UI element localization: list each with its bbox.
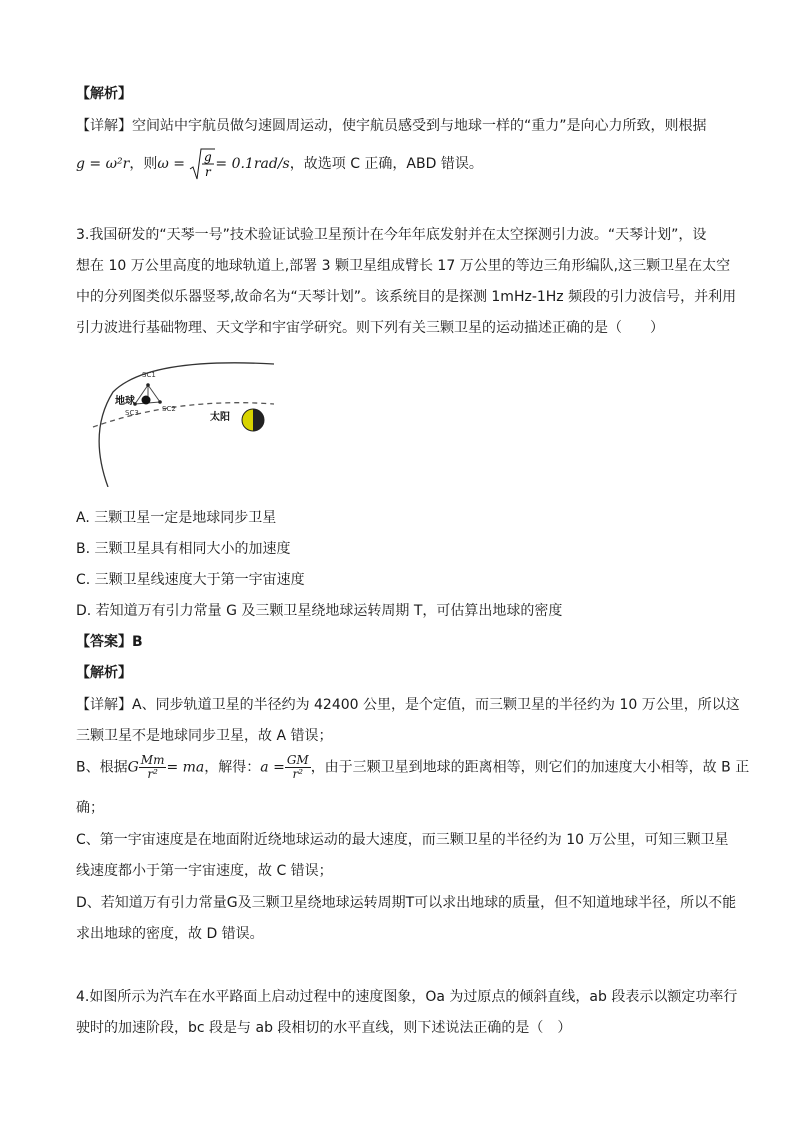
sqrt-fraction	[189, 147, 215, 181]
sun-shadow	[253, 409, 264, 431]
detail-c-line2: 线速度都小于第一宇宙速度，故 C 错误；	[76, 863, 333, 879]
frac2-num: GM	[286, 753, 309, 767]
detail-b-prefix: B、根据	[76, 759, 128, 776]
detail-b-solve: ，解得：	[204, 759, 261, 776]
option-c: C. 三颗卫星线速度大于第一宇宙速度	[76, 572, 305, 588]
then-text: ，则	[129, 156, 158, 172]
q3-line4: 引力波进行基础物理、天文学和宇宙学研究。则下列有关三颗卫星的运动描述正确的是（ ）	[76, 320, 664, 336]
sc1-label: SC1	[142, 371, 156, 379]
q3-line3: 中的分列图类似乐器竖琴,故命名为“天琴计划”。该系统目的是探测 1mHz-1Hz 频段的引力波信号，并利用	[76, 289, 737, 305]
detail-b-frac1	[139, 754, 167, 781]
conclusion-text: ，故选项 C 正确，ABD 错误。	[289, 156, 483, 172]
sc3-label: SC3	[125, 409, 139, 417]
detail-b-line	[76, 754, 749, 788]
frac1-num: Mm	[140, 753, 165, 767]
analysis-heading: 【解析】	[76, 86, 132, 102]
sc2-satellite	[158, 400, 162, 404]
detail-c-line1: C、第一宇宙速度是在地面附近绕地球运动的最大速度，而三颗卫星的半径约为 10 万公里，可知三颗卫星	[76, 832, 729, 848]
sc2-label: SC2	[162, 405, 176, 413]
analysis-heading-q3: 【解析】	[76, 665, 132, 681]
formula-g: g = ω²r	[76, 156, 130, 172]
q4-line1: 4.如图所示为汽车在水平路面上启动过程中的速度图象，Oa 为过原点的倾斜直线，ab 段表示以额定功率行	[76, 989, 738, 1005]
detail-b-G: G	[127, 759, 139, 776]
detail-b-rest: ，由于三颗卫星到地球的距离相等，则它们的加速度大小相等，故 B 正	[310, 759, 750, 776]
omega-symbol: ω =	[157, 156, 185, 172]
formula-line	[76, 147, 483, 177]
q4-line2: 驶时的加速阶段，bc 段是与 ab 段相切的水平直线，则下述说法正确的是（ ）	[76, 1020, 572, 1036]
sun-label: 太阳	[210, 412, 230, 423]
earth-icon	[142, 396, 151, 405]
sc1-satellite	[146, 383, 150, 387]
frac-den: r	[205, 165, 212, 179]
q3-line2: 想在 10 万公里高度的地球轨道上,部署 3 颗卫星组成臂长 17 万公里的等边三角形编队,这三颗卫星在太空	[76, 258, 731, 274]
frac2-den: r²	[292, 767, 304, 781]
detail-text: 【详解】空间站中宇航员做匀速圆周运动，使宇航员感受到与地球一样的“重力”是向心力所致，则根据	[76, 118, 707, 134]
detail-b-end: 确；	[76, 800, 104, 816]
detail-d-line2: 求出地球的密度，故 D 错误。	[76, 926, 264, 942]
sqrt-sign-icon	[189, 147, 215, 181]
option-b: B. 三颗卫星具有相同大小的加速度	[76, 541, 291, 557]
answer-label: 【答案】B	[76, 634, 143, 650]
q3-line1: 3.我国研发的“天琴一号”技术验证试验卫星预计在今年年底发射并在太空探测引力波。“天琴计划”，设	[76, 227, 707, 243]
detail-b-frac2	[285, 754, 311, 781]
satellite-orbit-figure	[88, 352, 274, 487]
detail-d-line1: D、若知道万有引力常量G及三颗卫星绕地球运转周期T可以求出地球的质量，但不知道地球半径，所以不能	[76, 895, 737, 911]
detail-a-line1: 【详解】A、同步轨道卫星的半径约为 42400 公里，是个定值，而三颗卫星的半径约为 10 万公里，所以这	[76, 697, 740, 713]
earth-label: 地球	[115, 396, 135, 407]
eq-result: = 0.1rad/s	[215, 156, 290, 172]
option-d: D. 若知道万有引力常量 G 及三颗卫星绕地球运转周期 T，可估算出地球的密度	[76, 603, 563, 619]
frac-num: g	[204, 150, 213, 164]
detail-b-eq1: = ma	[166, 759, 205, 776]
frac1-den: r²	[147, 767, 158, 781]
option-a: A. 三颗卫星一定是地球同步卫星	[76, 510, 277, 526]
detail-a-line2: 三颗卫星不是地球同步卫星，故 A 错误；	[76, 728, 333, 744]
detail-b-a: a =	[260, 759, 285, 776]
